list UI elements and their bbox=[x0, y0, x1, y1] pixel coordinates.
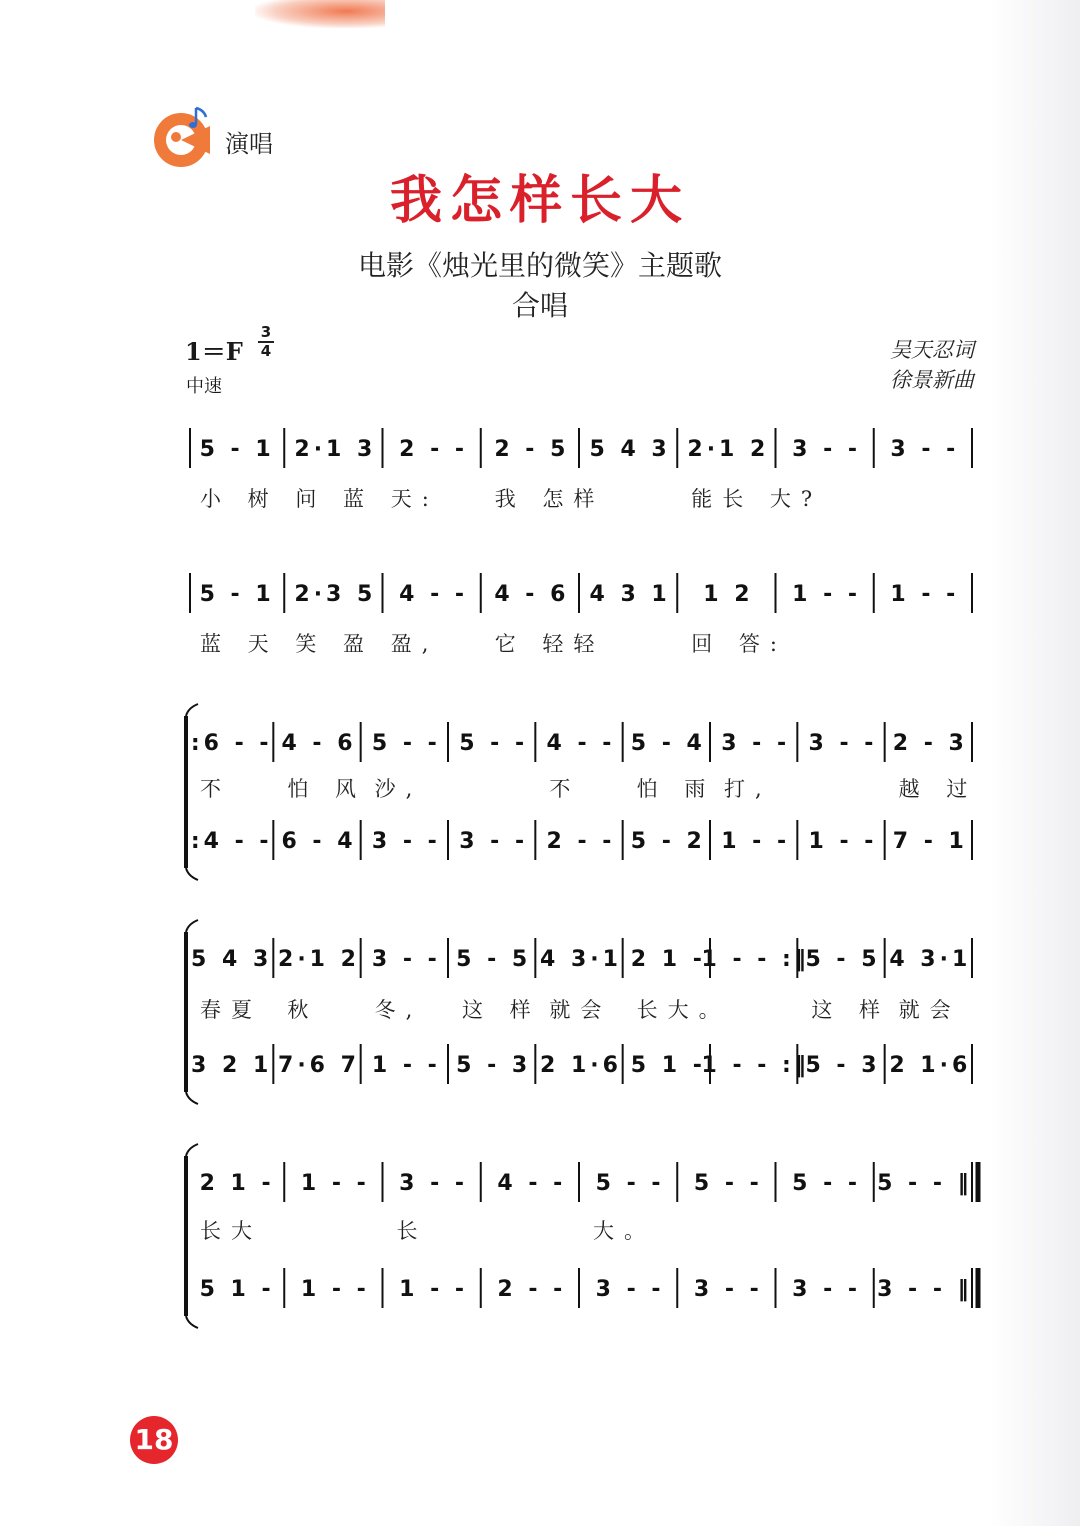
measure-notes: 4 3 1 bbox=[589, 582, 671, 607]
bracket-hook-top bbox=[186, 920, 198, 932]
measure-notes: 2·1 2 bbox=[278, 947, 360, 972]
measure-notes: 7·6 7 bbox=[278, 1053, 360, 1078]
measure-notes: 1 - - bbox=[300, 1171, 370, 1196]
measure-notes: 3 - - bbox=[371, 829, 441, 854]
measure-notes: 2 1 - bbox=[199, 1171, 275, 1196]
time-signature-top: 3 bbox=[260, 323, 272, 341]
lyric-text: 就会 bbox=[549, 998, 612, 1022]
measure-notes: 1 - - :‖ bbox=[701, 1053, 810, 1078]
measure-notes: 1 - - bbox=[890, 582, 960, 607]
measure-notes: 4 3·1 bbox=[540, 947, 622, 972]
measure-notes: 5 - - bbox=[693, 1171, 763, 1196]
lyric-text: 秋 bbox=[287, 998, 319, 1022]
measure-notes: 2 - 3 bbox=[892, 731, 968, 756]
lyric-text: 大。 bbox=[593, 1219, 655, 1243]
lyric-text: 冬, bbox=[374, 998, 423, 1022]
lyric-text: 不 bbox=[200, 777, 231, 801]
measure-notes: 5 - 2 bbox=[630, 829, 706, 854]
measure-notes: 1 2 bbox=[703, 582, 754, 607]
lyric-text: 春夏 bbox=[200, 998, 262, 1022]
measure-notes: 1 - - bbox=[808, 829, 878, 854]
measure-notes: 2 - - bbox=[497, 1277, 567, 1302]
measure-notes: 2 - - bbox=[546, 829, 616, 854]
lyric-text: 沙, bbox=[374, 777, 423, 801]
bracket-hook-bottom bbox=[186, 1092, 198, 1104]
measure-notes: 3 2 1 bbox=[191, 1053, 273, 1078]
bracket-hook-bottom bbox=[186, 1316, 198, 1328]
measure-notes: 2·1 2 bbox=[687, 437, 770, 462]
measure-notes: 3 - - bbox=[459, 829, 529, 854]
measure-notes: 5 - - bbox=[371, 731, 441, 756]
measure-notes: 5 1 - bbox=[199, 1277, 275, 1302]
lyric-text: 它 轻轻 bbox=[494, 632, 605, 656]
measure-notes: 1 - - bbox=[300, 1277, 370, 1302]
measure-notes: 2 - - bbox=[399, 437, 469, 462]
lyric-text: 不 bbox=[549, 777, 581, 801]
measure-notes: 5 - - bbox=[459, 731, 529, 756]
measure-notes: 5 - - bbox=[595, 1171, 665, 1196]
time-signature-bottom: 4 bbox=[260, 342, 272, 360]
measure-notes: 5 1 - bbox=[630, 1053, 706, 1078]
lyric-text: 长大 bbox=[200, 1219, 262, 1243]
lyric-text: 我 怎样 bbox=[494, 487, 605, 511]
lyric-text: 怕 雨 bbox=[636, 777, 716, 801]
measure-notes: 3 - - bbox=[808, 731, 878, 756]
measure-notes: 4 - - bbox=[399, 582, 469, 607]
measure-notes: 3 - - bbox=[890, 437, 960, 462]
measure-notes: :6 - - bbox=[190, 731, 273, 756]
measure-notes: 7 - 1 bbox=[892, 829, 968, 854]
section-label: 演唱 bbox=[225, 130, 273, 158]
measure-notes: 5 - 1 bbox=[199, 437, 275, 462]
lyric-text: 打, bbox=[724, 777, 772, 801]
lyric-text: 就会 bbox=[898, 998, 961, 1022]
bracket-hook-top bbox=[186, 1144, 198, 1156]
measure-notes: 5 4 3 bbox=[191, 947, 273, 972]
measure-notes: :4 - - bbox=[190, 829, 273, 854]
lyric-text: 回 答: bbox=[691, 632, 788, 656]
measure-notes: 5 - - ‖ bbox=[877, 1171, 973, 1196]
song-subtitle: 电影《烛光里的微笑》主题歌 bbox=[357, 249, 722, 282]
measure-notes: 3 - - bbox=[399, 1171, 469, 1196]
measure-notes: 3 - - bbox=[595, 1277, 665, 1302]
key-signature: 1＝F bbox=[185, 337, 243, 366]
measure-notes: 4 3·1 bbox=[889, 947, 972, 972]
measure-notes: 5 - 5 bbox=[805, 947, 881, 972]
lyric-text: 越 过 bbox=[898, 777, 978, 801]
measure-notes: 2 1·6 bbox=[540, 1053, 622, 1078]
measure-notes: 1 - - bbox=[721, 829, 791, 854]
measure-notes: 1 - - bbox=[371, 1053, 441, 1078]
song-title: 我怎样长大 bbox=[389, 170, 690, 231]
measure-notes: 5 - 3 bbox=[805, 1053, 881, 1078]
measure-notes: 5 - 5 bbox=[456, 947, 532, 972]
measure-notes: 3 - - bbox=[792, 1277, 862, 1302]
lyric-text: 蓝 天 笑 盈 盈, bbox=[200, 632, 439, 656]
lyric-text: 能长 大? bbox=[691, 487, 823, 511]
bracket-hook-bottom bbox=[186, 868, 198, 880]
lyric-text: 这 样 bbox=[462, 998, 541, 1022]
measure-notes: 3 - - bbox=[721, 731, 791, 756]
lyric-text: 怕 风 bbox=[287, 777, 367, 801]
measure-notes: 2 - 5 bbox=[494, 437, 570, 462]
measure-notes: 5 - 1 bbox=[199, 582, 275, 607]
measure-notes: 2 1·6 bbox=[889, 1053, 972, 1078]
lyric-text: 这 样 bbox=[811, 998, 891, 1022]
lyric-text: 长 bbox=[396, 1219, 428, 1243]
song-form: 合唱 bbox=[511, 289, 568, 322]
composer-credit: 徐景新曲 bbox=[890, 368, 974, 392]
measure-notes: 1 - - bbox=[399, 1277, 469, 1302]
measure-notes: 5 - 3 bbox=[456, 1053, 532, 1078]
measure-notes: 5 4 3 bbox=[589, 437, 671, 462]
measure-notes: 4 - - bbox=[497, 1171, 567, 1196]
measure-notes: 4 - - bbox=[546, 731, 616, 756]
measure-notes: 4 - 6 bbox=[494, 582, 570, 607]
measure-notes: 2·3 5 bbox=[294, 582, 377, 607]
measure-notes: 1 - - bbox=[792, 582, 862, 607]
bracket-hook-top bbox=[186, 704, 198, 716]
page-number: 18 bbox=[130, 1416, 178, 1464]
measure-notes: 3 - - bbox=[371, 947, 441, 972]
lyric-text: 长大。 bbox=[636, 998, 730, 1022]
lyric-text: 小 树 问 蓝 天: bbox=[200, 487, 439, 511]
tempo-marking: 中速 bbox=[186, 376, 222, 397]
lyricist-credit: 吴天忍词 bbox=[890, 338, 974, 362]
measure-notes: 2 1 - bbox=[630, 947, 706, 972]
measure-notes: 6 - 4 bbox=[281, 829, 357, 854]
measure-notes: 5 - - bbox=[792, 1171, 862, 1196]
measure-notes: 4 - 6 bbox=[281, 731, 357, 756]
measure-notes: 5 - 4 bbox=[630, 731, 706, 756]
measure-notes: 3 - - bbox=[693, 1277, 763, 1302]
measure-notes: 2·1 3 bbox=[294, 437, 377, 462]
measure-notes: 1 - - :‖ bbox=[701, 947, 810, 972]
measure-notes: 3 - - bbox=[792, 437, 862, 462]
measure-notes: 3 - - ‖ bbox=[877, 1277, 973, 1302]
